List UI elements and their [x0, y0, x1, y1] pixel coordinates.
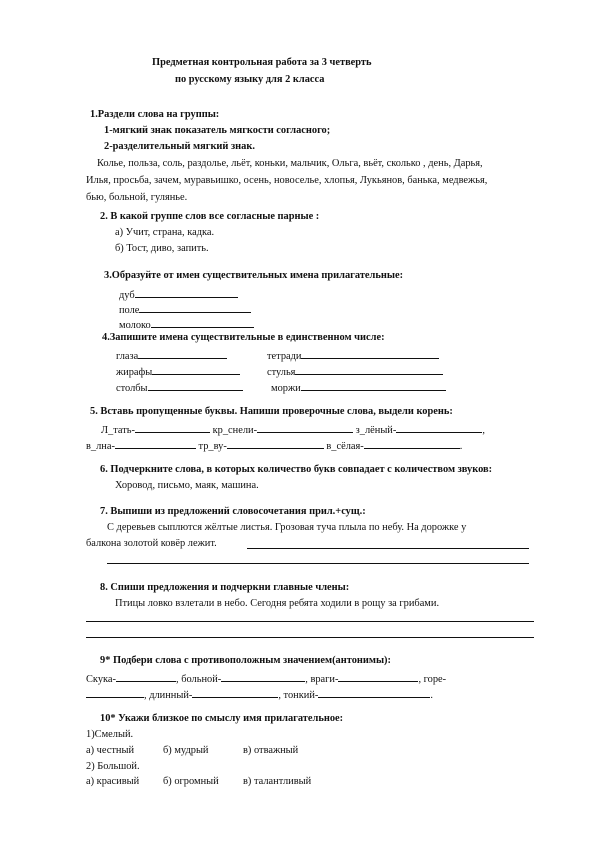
answer-blank[interactable] — [301, 349, 439, 359]
answer-blank[interactable] — [396, 423, 482, 433]
answer-blank[interactable] — [135, 288, 238, 298]
task7-heading: 7. Выпиши из предложений словосочетания прил.+сущ.: — [100, 506, 366, 517]
task4-heading: 4.Запишите имена существительные в единственном числе: — [102, 332, 385, 343]
task6-words: Хоровод, письмо, маяк, машина. — [115, 480, 259, 491]
answer-blank[interactable] — [86, 688, 144, 698]
task1-group1: 1-мягкий знак показатель мягкости согласного; — [104, 125, 331, 136]
answer-blank[interactable] — [227, 439, 324, 449]
task6-heading: 6. Подчеркните слова, в которых количество букв совпадает с количеством звуков: — [100, 464, 493, 475]
task1-words-line1: Колье, польза, соль, раздолье, льёт, коньки, мальчик, Ольга, вьёт, сколько , день, Дарья, — [97, 158, 483, 169]
answer-blank[interactable] — [192, 688, 278, 698]
answer-blank[interactable] — [135, 423, 210, 433]
answer-blank[interactable] — [148, 381, 243, 391]
answer-blank[interactable] — [152, 365, 240, 375]
task4-right-item — [267, 349, 439, 362]
task9-item: , враги- — [305, 674, 339, 685]
task10-question1: 1)Смелый. — [86, 729, 134, 740]
task1-words-line2: Илья, просьба, зачем, муравьишко, осень, новоселье, хлопья, Лукьянов, банька, медвежья, — [86, 175, 488, 186]
task4-word: глаза — [116, 351, 139, 362]
task10-q2-option[interactable]: б) огромный — [163, 776, 219, 787]
task2-option-b: б) Тост, диво, запить. — [115, 243, 209, 254]
task9-item: Скука- — [86, 674, 116, 685]
task4-right-item — [271, 381, 446, 394]
task4-left-item — [116, 381, 243, 394]
task1-group2: 2-разделительный мягкий знак. — [104, 141, 255, 152]
task9-heading: 9* Подбери слова с противоположным значением(антонимы): — [100, 655, 391, 666]
title-line-1: Предметная контрольная работа за 3 четверть — [152, 57, 372, 68]
task7-text-line2: балкона золотой ковёр лежит. — [86, 538, 217, 549]
task10-q2-option[interactable]: а) красивый — [86, 776, 140, 787]
punctuation: . — [430, 690, 433, 701]
task4-left-item — [116, 365, 240, 378]
task4-word: стулья — [267, 367, 296, 378]
task9-item: , длинный- — [144, 690, 193, 701]
task5-item: в_сёлая- — [326, 441, 364, 452]
task4-word: жирафы — [116, 367, 153, 378]
task3-word-row — [119, 318, 254, 331]
task10-heading: 10* Укажи близкое по смыслу имя прилагательное: — [100, 713, 344, 724]
answer-line[interactable] — [247, 548, 529, 549]
answer-blank[interactable] — [139, 303, 251, 313]
answer-blank[interactable] — [301, 381, 446, 391]
answer-blank[interactable] — [338, 672, 418, 682]
answer-line[interactable] — [107, 563, 529, 564]
task2-option-a: а) Учит, страна, кадка. — [115, 227, 215, 238]
answer-line[interactable] — [86, 621, 534, 622]
task4-word: тетради — [267, 351, 302, 362]
answer-blank[interactable] — [115, 439, 196, 449]
task8-heading: 8. Спиши предложения и подчеркни главные члены: — [100, 582, 350, 593]
task3-word: поле — [119, 305, 140, 316]
task10-question2: 2) Большой. — [86, 761, 140, 772]
task1-words-line3: бью, больной, гулянье. — [86, 192, 188, 203]
answer-line[interactable] — [86, 637, 534, 638]
task9-row2 — [86, 688, 433, 701]
task5-heading: 5. Вставь пропущенные буквы. Напиши проверочные слова, выдели корень: — [90, 406, 453, 417]
task3-word-row — [119, 303, 251, 316]
task10-q1-option[interactable]: б) мудрый — [163, 745, 209, 756]
task10-q2-option[interactable]: в) талантливый — [243, 776, 312, 787]
task3-heading: 3.Образуйте от имен существительных имена прилагательные: — [104, 270, 404, 281]
task9-item: , больной- — [176, 674, 222, 685]
answer-blank[interactable] — [138, 349, 227, 359]
task8-text: Птицы ловко взлетали в небо. Сегодня ребята ходили в рощу за грибами. — [115, 598, 440, 609]
task4-left-item — [116, 349, 227, 362]
task3-word: молоко — [119, 320, 151, 331]
task10-q1-option[interactable]: а) честный — [86, 745, 135, 756]
task10-q1-option[interactable]: в) отважный — [243, 745, 299, 756]
answer-blank[interactable] — [116, 672, 176, 682]
answer-blank[interactable] — [221, 672, 305, 682]
task9-row1 — [86, 672, 446, 685]
task3-word: дуб — [119, 290, 135, 301]
task4-word: столбы — [116, 383, 148, 394]
answer-blank[interactable] — [318, 688, 430, 698]
task1-heading: 1.Раздели слова на группы: — [90, 109, 220, 120]
task5-item: в_лна- — [86, 441, 115, 452]
task4-right-item — [267, 365, 443, 378]
task5-row2 — [86, 439, 462, 452]
task2-heading: 2. В какой группе слов все согласные парные : — [100, 211, 320, 222]
task5-row1 — [101, 423, 485, 436]
punctuation: . — [459, 441, 463, 452]
task7-text-line2-row — [86, 539, 217, 549]
title-line-2: по русскому языку для 2 класса — [175, 74, 325, 85]
answer-blank[interactable] — [364, 439, 460, 449]
punctuation: , — [482, 425, 485, 436]
task5-item: Л_тать- — [101, 425, 135, 436]
task7-text-line1: С деревьев сыплются жёлтые листья. Грозовая туча плыла по небу. На дорожке у — [107, 522, 467, 533]
task9-item: , горе- — [418, 674, 447, 685]
task9-item: , тонкий- — [278, 690, 319, 701]
task5-item: з_лёный- — [355, 425, 397, 436]
task4-word: моржи — [271, 383, 301, 394]
answer-blank[interactable] — [257, 423, 353, 433]
task5-item: кр_снели- — [212, 425, 258, 436]
answer-blank[interactable] — [295, 365, 443, 375]
task5-item: тр_ву- — [198, 441, 227, 452]
answer-blank[interactable] — [151, 318, 254, 328]
task3-word-row — [119, 288, 238, 301]
